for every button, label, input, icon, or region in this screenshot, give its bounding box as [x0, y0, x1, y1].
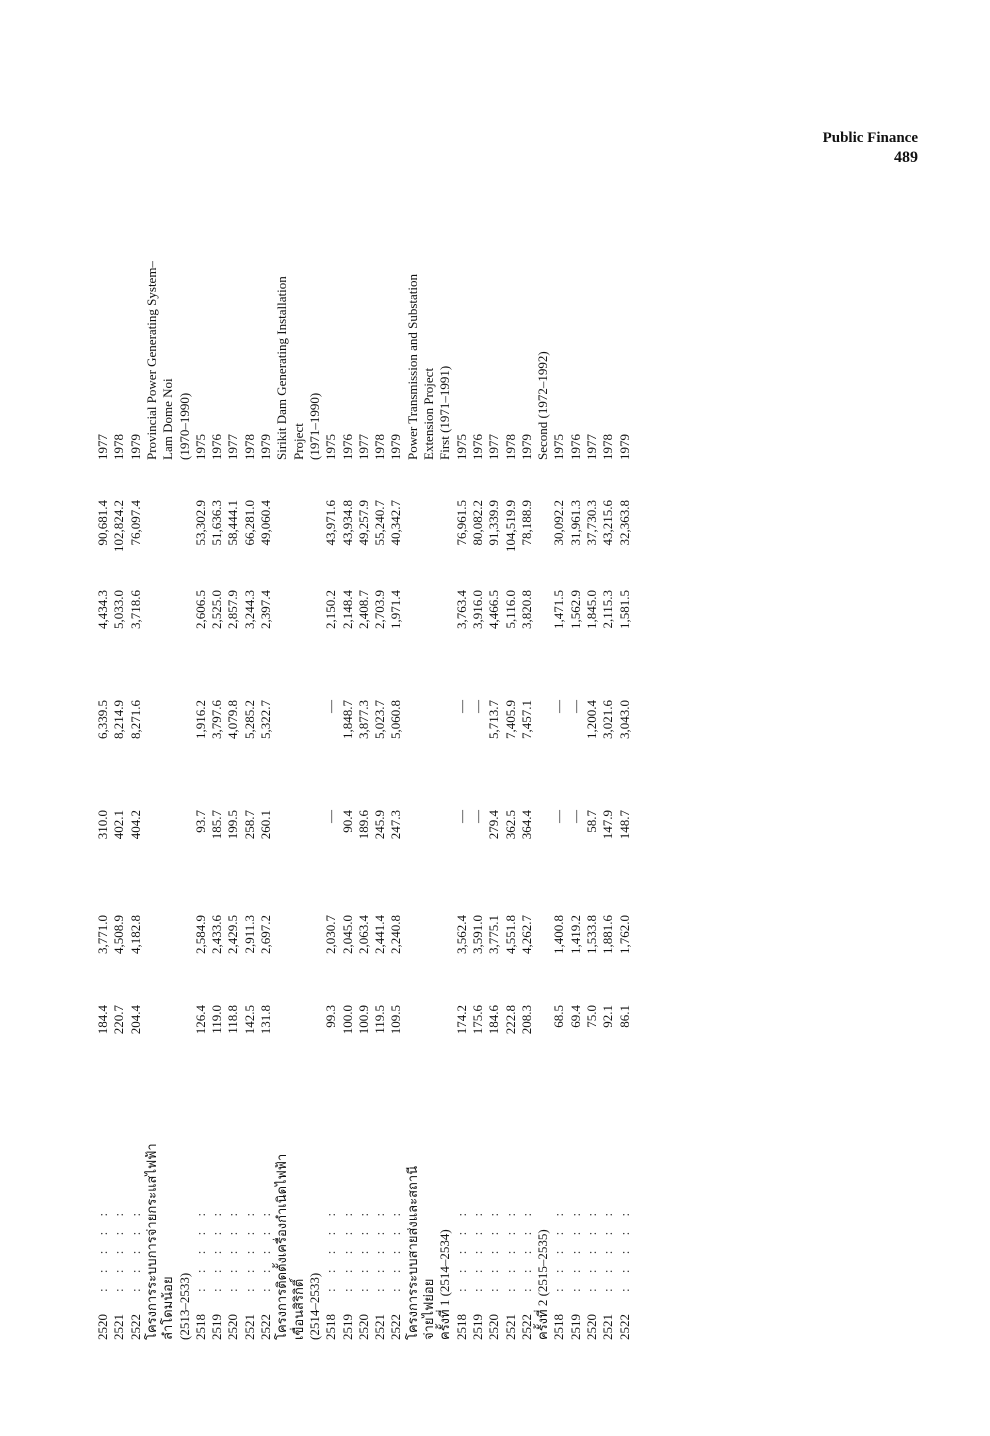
value-cell: 310.0 [95, 810, 110, 840]
english-label: 1978 [241, 434, 257, 460]
english-label: Project [290, 423, 306, 460]
value-cell: 2,433.6 [209, 915, 225, 954]
english-label: 1979 [388, 434, 404, 460]
page-number: 489 [894, 149, 918, 166]
value-cell: 86.1 [616, 1005, 632, 1028]
value-cell: 222.8 [502, 1005, 518, 1035]
value-cell: 258.7 [241, 810, 257, 840]
thai-label: 2521 [372, 1314, 388, 1340]
english-label: 1979 [258, 434, 273, 460]
thai-label: 2520 [95, 1314, 110, 1340]
thai-label: 2518 [192, 1314, 208, 1340]
value-cell: 68.5 [551, 1005, 567, 1028]
value-cell: 2,525.0 [209, 590, 225, 629]
value-cell: 2,857.9 [225, 590, 241, 629]
thai-label: 2520 [225, 1314, 241, 1340]
leader-dots: : : : : : [584, 1206, 599, 1292]
value-cell: 3,771.0 [95, 915, 110, 954]
value-cell: 3,763.4 [453, 590, 469, 629]
value-cell: 2,441.4 [372, 915, 388, 954]
value-cell: — [567, 700, 583, 713]
value-cell: 76,961.5 [453, 500, 469, 546]
value-cell: — [469, 810, 485, 823]
english-label: 1978 [372, 434, 388, 460]
value-cell: 76,097.4 [127, 500, 143, 546]
value-cell: 2,045.0 [339, 915, 355, 954]
value-cell: 247.3 [388, 810, 404, 840]
thai-label: 2519 [567, 1314, 583, 1340]
value-cell: 4,551.8 [502, 915, 518, 954]
value-cell: 58.7 [584, 810, 599, 833]
value-cell: 142.5 [241, 1005, 257, 1035]
value-cell: 5,033.0 [111, 590, 127, 629]
value-cell: 1,845.0 [584, 590, 599, 629]
english-label: 1979 [127, 434, 143, 460]
leader-dots: : : : : : [339, 1206, 355, 1292]
value-cell: 4,079.8 [225, 700, 241, 739]
value-cell: 8,271.6 [127, 700, 143, 739]
english-label: 1977 [355, 434, 371, 460]
value-cell: 118.8 [225, 1005, 241, 1034]
thai-label: 2519 [339, 1314, 355, 1340]
value-cell: 2,397.4 [258, 590, 273, 629]
value-cell: 104,519.9 [502, 500, 518, 552]
thai-label: 2520 [355, 1314, 371, 1340]
english-label: 1977 [95, 434, 110, 460]
value-cell: 4,182.8 [127, 915, 143, 954]
leader-dots: : : : : : [600, 1206, 616, 1292]
english-label: 1979 [518, 434, 534, 460]
value-cell: 5,285.2 [241, 700, 257, 739]
leader-dots: : : : : : [567, 1206, 583, 1292]
value-cell: 7,457.1 [518, 700, 534, 739]
value-cell: 6,339.5 [95, 700, 110, 739]
value-cell: 260.1 [258, 810, 273, 840]
leader-dots: : : : : : [388, 1206, 404, 1292]
thai-label: 2518 [551, 1314, 567, 1340]
thai-label: จ่ายไฟย่อย [421, 1278, 436, 1340]
thai-label: โครงการระบบการจ่ายกระแสไฟฟ้า [143, 1143, 159, 1340]
value-cell: 184.6 [486, 1005, 502, 1035]
value-cell: 40,342.7 [388, 500, 404, 546]
value-cell: 147.9 [600, 810, 616, 840]
value-cell: 3,820.8 [518, 590, 534, 629]
value-cell: 1,916.2 [192, 700, 208, 739]
english-label: 1976 [339, 434, 355, 460]
value-cell: 208.3 [518, 1005, 534, 1035]
value-cell: 1,762.0 [616, 915, 632, 954]
english-label: Provincial Power Generating System– [143, 261, 159, 460]
thai-label: ครั้งที่ 1 (2514–2534) [437, 1229, 453, 1340]
english-label: Power Transmission and Substation [404, 274, 420, 460]
value-cell: 402.1 [111, 810, 127, 840]
table-row [612, 60, 638, 1340]
thai-label: 2519 [209, 1314, 225, 1340]
value-cell: 1,419.2 [567, 915, 583, 954]
value-cell: 2,911.3 [241, 915, 257, 954]
value-cell: 5,023.7 [372, 700, 388, 739]
thai-label: โครงการติดตั้งเครื่องกำเนิดไฟฟ้า [274, 1153, 290, 1340]
english-label: First (1971–1991) [437, 365, 453, 460]
value-cell: 126.4 [192, 1005, 208, 1035]
value-cell: 1,400.8 [551, 915, 567, 954]
thai-label: 2522 [518, 1314, 534, 1340]
thai-label: 2518 [323, 1314, 339, 1340]
value-cell: 2,150.2 [323, 590, 339, 629]
leader-dots: : : : : : [616, 1206, 632, 1292]
value-cell: 119.0 [209, 1005, 225, 1034]
thai-label: 2522 [127, 1314, 143, 1340]
leader-dots: : : : : : [502, 1206, 518, 1292]
leader-dots: : : : : : [518, 1206, 534, 1292]
value-cell: 1,562.9 [567, 590, 583, 629]
value-cell: 5,116.0 [502, 590, 518, 629]
value-cell: 99.3 [323, 1005, 339, 1028]
value-cell: 80,082.2 [469, 500, 485, 546]
value-cell: 204.4 [127, 1005, 143, 1035]
value-cell: 2,240.8 [388, 915, 404, 954]
thai-label: ครั้งที่ 2 (2515–2535) [535, 1229, 551, 1340]
page-header [823, 130, 918, 167]
value-cell: 43,971.6 [323, 500, 339, 546]
english-label: 1976 [209, 434, 225, 460]
value-cell: 3,775.1 [486, 915, 502, 954]
english-label: 1977 [225, 434, 241, 460]
value-cell: 245.9 [372, 810, 388, 840]
value-cell: 2,030.7 [323, 915, 339, 954]
english-label: 1975 [453, 434, 469, 460]
thai-label: 2522 [388, 1314, 404, 1340]
value-cell: 4,466.5 [486, 590, 502, 629]
value-cell: 32,363.8 [616, 500, 632, 546]
value-cell: 1,848.7 [339, 700, 355, 739]
value-cell: 78,188.9 [518, 500, 534, 546]
value-cell: 404.2 [127, 810, 143, 840]
value-cell: 5,322.7 [258, 700, 273, 739]
value-cell: 189.6 [355, 810, 371, 840]
value-cell: 53,302.9 [192, 500, 208, 546]
value-cell: 37,730.3 [584, 500, 599, 546]
thai-label: 2521 [600, 1314, 616, 1340]
value-cell: 184.4 [95, 1005, 110, 1035]
value-cell: 220.7 [111, 1005, 127, 1035]
section-title: Public Finance [822, 130, 918, 146]
leader-dots: : : : : : [469, 1206, 485, 1292]
leader-dots: : : : : : [209, 1206, 225, 1292]
thai-label: 2518 [453, 1314, 469, 1340]
value-cell: 1,200.4 [584, 700, 599, 739]
leader-dots: : : : : : [225, 1206, 241, 1292]
english-label: (1970–1990) [176, 392, 192, 460]
value-cell: 92.1 [600, 1005, 616, 1028]
value-cell: 1,881.6 [600, 915, 616, 954]
value-cell: 93.7 [192, 810, 208, 833]
value-cell: 364.4 [518, 810, 534, 840]
value-cell: — [323, 810, 339, 823]
english-label: 1975 [551, 434, 567, 460]
value-cell: 5,713.7 [486, 700, 502, 739]
value-cell: 43,215.6 [600, 500, 616, 546]
value-cell: 2,408.7 [355, 590, 371, 629]
english-label: (1971–1990) [306, 392, 322, 460]
english-label: Second (1972–1992) [535, 351, 551, 460]
leader-dots: : : : : : [486, 1206, 502, 1292]
value-cell: 2,584.9 [192, 915, 208, 954]
thai-label: โครงการระบบสายส่งและสถานี [404, 1165, 420, 1340]
value-cell: 5,060.8 [388, 700, 404, 739]
value-cell: — [469, 700, 485, 713]
thai-label: (2514–2533) [306, 1272, 322, 1340]
value-cell: 3,043.0 [616, 700, 632, 739]
thai-label: 2520 [584, 1314, 599, 1340]
thai-label: (2513–2533) [176, 1272, 192, 1340]
value-cell: 174.2 [453, 1005, 469, 1035]
value-cell: 148.7 [616, 810, 632, 840]
thai-label: ลำโดมน้อย [160, 1276, 176, 1340]
value-cell: 175.6 [469, 1005, 485, 1035]
value-cell: — [551, 700, 567, 713]
leader-dots: : : : : : [323, 1206, 339, 1292]
value-cell: 199.5 [225, 810, 241, 840]
value-cell: 1,971.4 [388, 590, 404, 629]
english-label: 1976 [469, 434, 485, 460]
thai-label: 2521 [111, 1314, 127, 1340]
value-cell: 90.4 [339, 810, 355, 833]
value-cell: 90,681.4 [95, 500, 110, 546]
thai-label: 2521 [502, 1314, 518, 1340]
value-cell: 3,591.0 [469, 915, 485, 954]
value-cell: — [323, 700, 339, 713]
value-cell: 91,339.9 [486, 500, 502, 546]
value-cell: 100.0 [339, 1005, 355, 1035]
leader-dots: : : : : : [192, 1206, 208, 1292]
value-cell: 8,214.9 [111, 700, 127, 739]
value-cell: 279.4 [486, 810, 502, 840]
value-cell: 2,115.3 [600, 590, 616, 629]
value-cell: — [551, 810, 567, 823]
value-cell: — [567, 810, 583, 823]
value-cell: 69.4 [567, 1005, 583, 1028]
data-table [90, 60, 630, 1340]
value-cell: 100.9 [355, 1005, 371, 1035]
value-cell: 75.0 [584, 1005, 599, 1028]
leader-dots: : : : : : [453, 1206, 469, 1292]
thai-label: 2519 [469, 1314, 485, 1340]
value-cell: 131.8 [258, 1005, 273, 1035]
value-cell: 66,281.0 [241, 500, 257, 546]
value-cell: 58,444.1 [225, 500, 241, 546]
value-cell: 3,244.3 [241, 590, 257, 629]
english-label: 1978 [600, 434, 616, 460]
leader-dots: : : : : : [372, 1206, 388, 1292]
leader-dots: : : : : : [241, 1206, 257, 1292]
value-cell: 2,606.5 [192, 590, 208, 629]
english-label: 1978 [502, 434, 518, 460]
leader-dots: : : : : : [551, 1206, 567, 1292]
value-cell: 3,877.3 [355, 700, 371, 739]
value-cell: — [453, 810, 469, 823]
english-label: 1977 [486, 434, 502, 460]
english-label: Sirikit Dam Generating Installation [274, 276, 290, 460]
thai-label: 2521 [241, 1314, 257, 1340]
value-cell: 185.7 [209, 810, 225, 840]
value-cell: 30,092.2 [551, 500, 567, 546]
english-label: 1975 [192, 434, 208, 460]
leader-dots: : : : : : [111, 1206, 127, 1292]
thai-label: 2520 [486, 1314, 502, 1340]
value-cell: 3,562.4 [453, 915, 469, 954]
thai-label: 2522 [616, 1314, 632, 1340]
value-cell: 31,961.3 [567, 500, 583, 546]
value-cell: 3,718.6 [127, 590, 143, 629]
value-cell: 1,471.5 [551, 590, 567, 629]
leader-dots: : : : : : [95, 1206, 110, 1292]
value-cell: 51,636.3 [209, 500, 225, 546]
value-cell: 7,405.9 [502, 700, 518, 739]
english-label: 1976 [567, 434, 583, 460]
leader-dots: : : : : : [127, 1206, 143, 1292]
thai-label: 2522 [258, 1314, 273, 1340]
value-cell: 2,703.9 [372, 590, 388, 629]
value-cell: — [453, 700, 469, 713]
english-label: 1978 [111, 434, 127, 460]
english-label: Lam Dome Noi [160, 378, 176, 460]
english-label: 1977 [584, 434, 599, 460]
value-cell: 3,916.0 [469, 590, 485, 629]
thai-label: เขื่อนสิริกิติ์ [290, 1278, 306, 1340]
value-cell: 4,262.7 [518, 915, 534, 954]
value-cell: 49,257.9 [355, 500, 371, 546]
english-label: Extension Project [421, 367, 436, 460]
value-cell: 119.5 [372, 1005, 388, 1034]
leader-dots: : : : : : [355, 1206, 371, 1292]
value-cell: 55,240.7 [372, 500, 388, 546]
value-cell: 43,934.8 [339, 500, 355, 546]
value-cell: 3,021.6 [600, 700, 616, 739]
value-cell: 1,581.5 [616, 590, 632, 629]
value-cell: 102,824.2 [111, 500, 127, 552]
leader-dots: : : : : : [258, 1206, 273, 1292]
value-cell: 4,508.9 [111, 915, 127, 954]
english-label: 1979 [616, 434, 632, 460]
english-label: 1975 [323, 434, 339, 460]
value-cell: 3,797.6 [209, 700, 225, 739]
value-cell: 2,429.5 [225, 915, 241, 954]
value-cell: 1,533.8 [584, 915, 599, 954]
value-cell: 2,148.4 [339, 590, 355, 629]
value-cell: 2,697.2 [258, 915, 273, 954]
value-cell: 4,434.3 [95, 590, 110, 629]
value-cell: 362.5 [502, 810, 518, 840]
value-cell: 2,063.4 [355, 915, 371, 954]
value-cell: 49,060.4 [258, 500, 273, 546]
value-cell: 109.5 [388, 1005, 404, 1035]
